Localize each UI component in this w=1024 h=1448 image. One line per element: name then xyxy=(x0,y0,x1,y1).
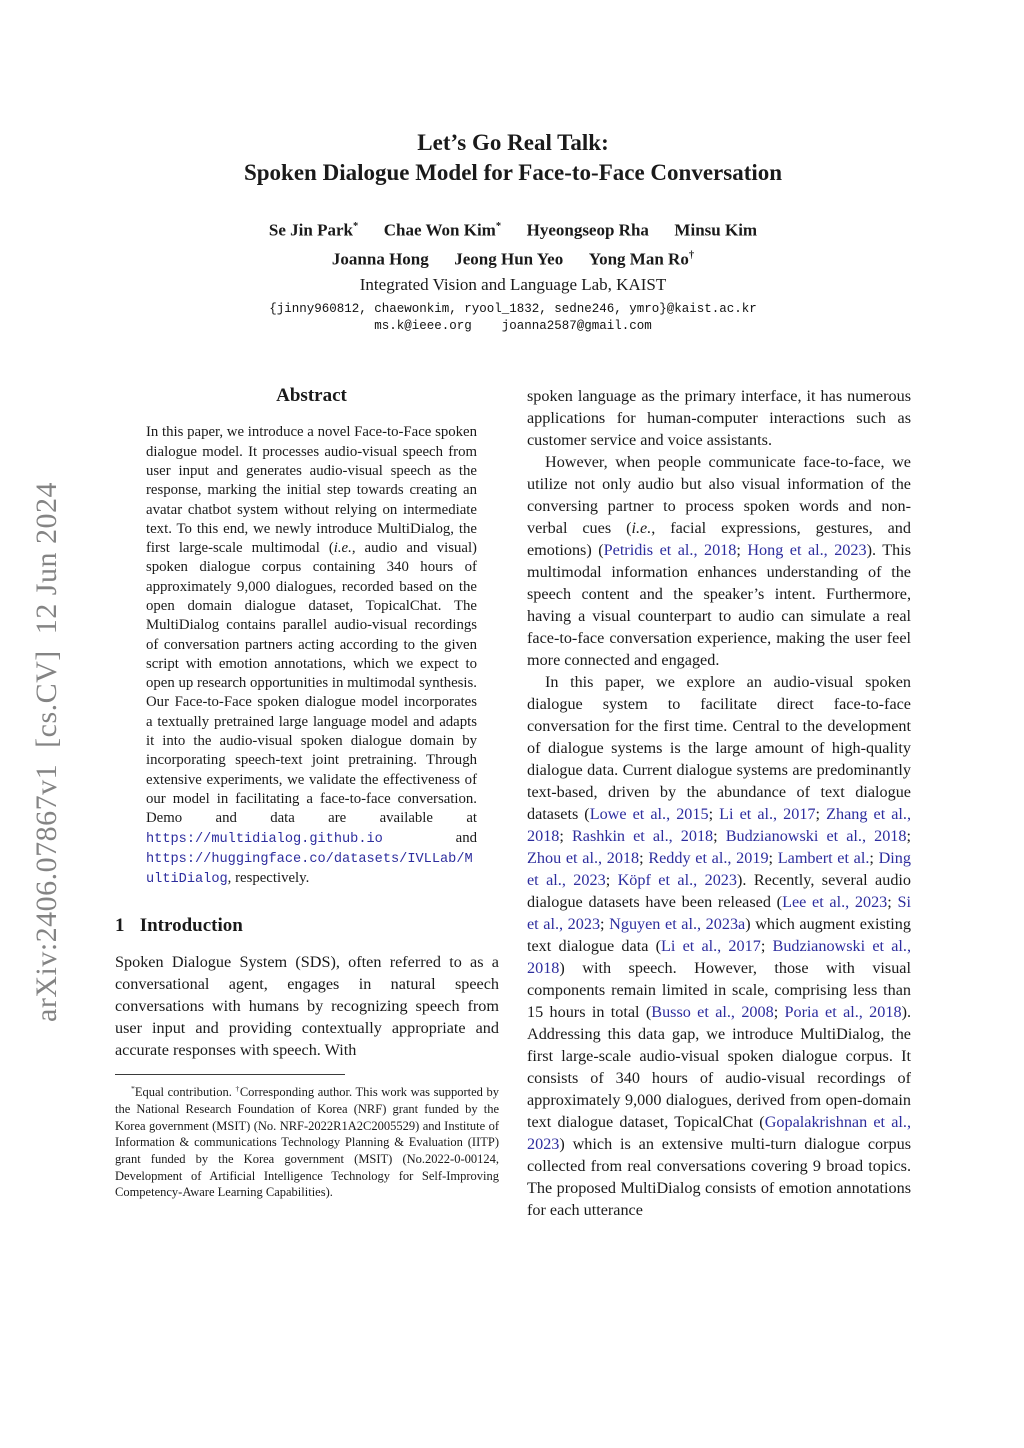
citation-link[interactable]: Zhou et al., 2018 xyxy=(527,849,640,868)
text-segment: ; xyxy=(708,805,720,824)
author-list xyxy=(115,214,911,271)
citation-link[interactable]: Nguyen et al., 2023a xyxy=(609,915,746,934)
arxiv-identifier: arXiv:2406.07867v1 [cs.CV] 12 Jun 2024 xyxy=(30,482,63,1022)
abstract-paragraph xyxy=(146,423,477,889)
author-row-2 xyxy=(115,243,911,272)
two-column-body xyxy=(115,385,911,1221)
url-link[interactable]: https://huggingface.co/datasets/IVLLab/MultiDialog xyxy=(146,851,473,888)
text-segment: ; xyxy=(887,893,898,912)
paper-header xyxy=(115,128,911,335)
text-segment: Hyeongseop Rha xyxy=(526,220,649,240)
affiliation: Integrated Vision and Language Lab, KAIST xyxy=(359,275,667,295)
citation-link[interactable]: Si et al., 2023 xyxy=(527,893,912,934)
citation-link[interactable]: Reddy et al., 2019 xyxy=(648,849,769,868)
citation-link[interactable]: Gopalakrishnan et al., 2023 xyxy=(527,1113,912,1154)
text-segment: , audio and visual) spoken dialogue corpus containing 340 hours of approximately 9,000 dialogues, recorded based on the open domain dialogue dataset, TopicalChat. The MultiDialog contains parallel audio-visual recordings of conversation partners acting according to the given script with emotion annotations, which we expect to open up research opportunities in multimodal synthesis. Our Face-to-Face spoken dialogue model incorporates a textually pretrained large language model and adapts it into the audio-visual spoken dialogue domain by incorporating speech-text joint pretraining. Through extensive experiments, we validate the effectiveness of our model in facilitating a face-to-face conversation. Demo and data are available at xyxy=(146,540,477,827)
citation-link[interactable]: Köpf et al., 2023 xyxy=(617,871,737,890)
text-segment: ; xyxy=(815,805,827,824)
text-segment: ; xyxy=(605,871,618,890)
text-segment: Yong Man Ro xyxy=(588,249,689,269)
author-row-1 xyxy=(115,214,911,243)
superscript-mark: † xyxy=(235,1084,240,1094)
text-segment: ; xyxy=(773,1003,785,1022)
citation-link[interactable]: Li et al., 2017 xyxy=(660,937,761,956)
footnote xyxy=(115,1081,499,1200)
text-segment: , respectively. xyxy=(227,870,310,887)
text-segment: , facial expressions, gestures, and emotions) ( xyxy=(527,519,911,560)
url-link[interactable]: https://multidialog.github.io xyxy=(146,831,383,847)
citation-link[interactable]: Lowe et al., 2015 xyxy=(589,805,709,824)
text-segment: ). Addressing this data gap, we introduce MultiDialog, the first large-scale audio-visual spoken dialogue corpus. It consists of 340 hours of audio-visual recordings of approximately 9,000 dialogues, derived from open-domain text dialogue dataset, TopicalChat ( xyxy=(527,1003,911,1132)
section-heading-introduction xyxy=(115,915,499,937)
intro-paragraph-1 xyxy=(115,951,499,1061)
superscript-mark: * xyxy=(495,221,502,232)
citation-link[interactable]: Ding et al., 2023 xyxy=(527,849,911,890)
intro-paragraph-2 xyxy=(527,451,911,671)
superscript-mark: † xyxy=(688,249,695,261)
title-line-1: Let’s Go Real Talk: xyxy=(417,130,609,155)
text-segment: ; xyxy=(869,849,879,868)
citation-link[interactable]: Lambert et al. xyxy=(777,849,870,868)
superscript-mark: * xyxy=(131,1084,135,1094)
abstract-heading: Abstract xyxy=(276,385,347,407)
text-segment: ; xyxy=(713,827,726,846)
footnote-rule xyxy=(115,1074,345,1075)
text-segment: Introduction xyxy=(139,915,243,937)
superscript-mark: * xyxy=(352,221,359,232)
text-segment: 1 xyxy=(115,915,125,937)
citation-link[interactable]: Hong et al., 2023 xyxy=(747,541,867,560)
text-segment: ; xyxy=(768,849,778,868)
citation-link[interactable]: Lee et al., 2023 xyxy=(782,893,888,912)
citation-link[interactable]: Poria et al., 2018 xyxy=(784,1003,902,1022)
citation-link[interactable]: Petridis et al., 2018 xyxy=(603,541,737,560)
title-line-2: Spoken Dialogue Model for Face-to-Face Conversation xyxy=(243,160,783,185)
paper-content xyxy=(115,128,911,1221)
text-segment: ) which is an extensive multi-turn dialogue corpus collected from real conversations covering 9 broad topics. The proposed MultiDialog consists of emotion annotations for each utterance xyxy=(527,1135,911,1220)
paper-title xyxy=(115,128,911,188)
text-segment: spoken language as the primary interface, it has numerous applications for human-computer interactions such as customer service and voice assistants. xyxy=(527,387,911,450)
text-segment: ) which augment existing text dialogue data ( xyxy=(527,915,911,956)
text-segment: In this paper, we explore an audio-visual spoken dialogue system to facilitate direct face-to-face conversation for the first time. Central to the development of dialogue systems is the large amount of high-quality dialogue data. Current dialogue systems are predominantly text-based, driven by the abundance of text dialogue datasets ( xyxy=(527,673,911,824)
text-segment: In this paper, we introduce a novel Face-to-Face spoken dialogue model. It processes audio-visual speech from user input and generates audio-visual speech as the response, marking the initial step towards creating an avatar chatbot system without relying on intermediate text. To this end, we newly introduce MultiDialog, the first large-scale multimodal ( xyxy=(146,424,477,557)
email-addresses xyxy=(115,301,911,335)
text-segment: i.e. xyxy=(333,540,352,557)
text-segment: Chae Won Kim xyxy=(383,220,496,240)
citation-link[interactable]: Budzianowski et al., 2018 xyxy=(725,827,907,846)
intro-paragraph-1-continued xyxy=(527,385,911,451)
text-segment: Se Jin Park xyxy=(268,220,353,240)
text-segment: ) with speech. However, those with visual components remain limited in scale, comprising less than 15 hours in total ( xyxy=(527,959,911,1022)
intro-paragraph-3 xyxy=(527,671,911,1221)
text-segment: However, when people communicate face-to-face, we utilize not only audio but also visual information of the conversing partner to process spoken words and non-verbal cues ( xyxy=(527,453,911,538)
text-segment: ; xyxy=(906,827,911,846)
text-segment: ; xyxy=(736,541,748,560)
text-segment: Corresponding author. This work was supported by the National Research Foundation of Korea (NRF) grant funded by the Korea government (MSIT) (No. NRF-2022R1A2C2005529) and Institute of Information & communications Technology Planning & Evaluation (IITP) grant funded by the Korea government (MSIT) (No.2022-0-00124, Development of Artificial Intelligence Technology for Self-Improving Competency-Aware Learning Capabilities). xyxy=(115,1085,500,1200)
email-line-1: {jinny960812, chaewonkim, ryool_1832, sedne246, ymro}@kaist.ac.kr xyxy=(269,302,757,317)
text-segment: Joanna Hong xyxy=(331,249,429,269)
text-segment: ). Recently, several audio dialogue datasets have been released ( xyxy=(527,871,912,912)
citation-link[interactable]: Budzianowski et al., 2018 xyxy=(527,937,911,978)
text-segment: Equal contribution. xyxy=(134,1085,236,1100)
text-segment: ; xyxy=(600,915,610,934)
abstract-section xyxy=(115,385,499,889)
citation-link[interactable]: Li et al., 2017 xyxy=(719,805,816,824)
left-column xyxy=(115,385,499,1221)
text-segment: Minsu Kim xyxy=(674,220,758,240)
text-segment: i.e. xyxy=(631,519,652,538)
text-segment: ). This multimodal information enhances understanding of the speech content and the speaker’s intent. Furthermore, having a visual counterpart to audio can simulate a real face-to-face conversation experience, making the user feel more connected and engaged. xyxy=(527,541,911,670)
text-segment: ; xyxy=(639,849,649,868)
text-segment: ; xyxy=(760,937,773,956)
right-column xyxy=(527,385,911,1221)
citation-link[interactable]: Rashkin et al., 2018 xyxy=(571,827,714,846)
text-segment: and xyxy=(382,829,477,846)
citation-link[interactable]: Zhang et al., 2018 xyxy=(527,805,912,846)
text-segment: ; xyxy=(559,827,572,846)
email-line-2: ms.k@ieee.org joanna2587@gmail.com xyxy=(374,319,652,334)
text-segment: Spoken Dialogue System (SDS), often referred to as a conversational agent, engages in natural speech conversations with humans by recognizing speech from user input and providing contextually appropriate and accurate responses with speech. With xyxy=(115,953,499,1060)
text-segment: Jeong Hun Yeo xyxy=(454,249,564,269)
citation-link[interactable]: Busso et al., 2008 xyxy=(651,1003,774,1022)
